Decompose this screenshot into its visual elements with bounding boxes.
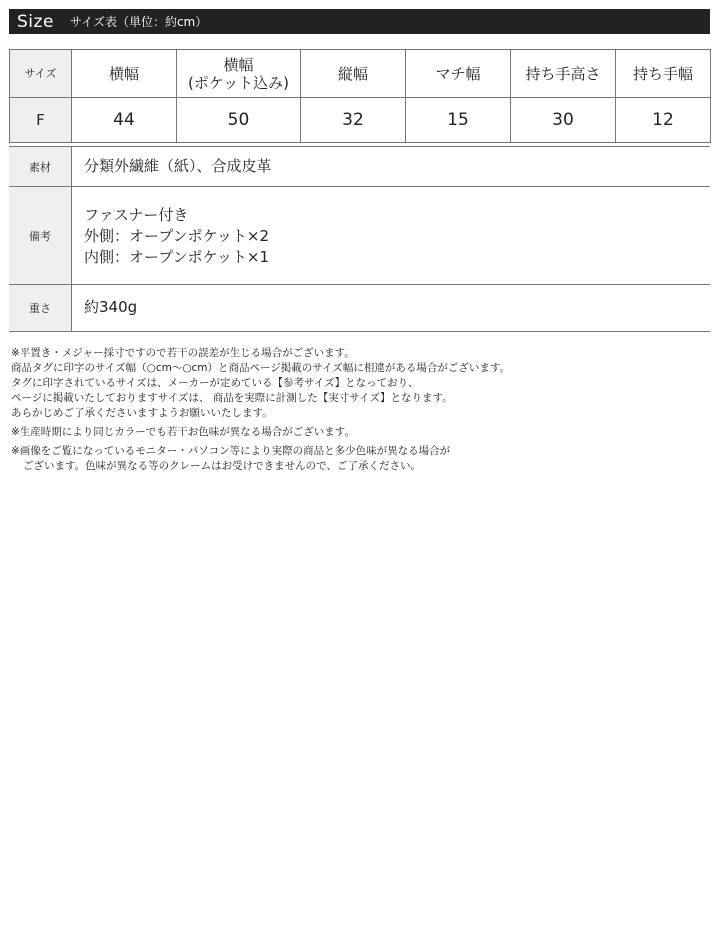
size-table-header-row	[10, 50, 711, 98]
weight-label: 重さ	[9, 285, 72, 331]
footnote-line: ※画像をご覧になっているモニター・パソコン等により実際の商品と多少色味が異なる場合が	[11, 445, 451, 457]
weight-row	[9, 284, 710, 332]
table-cell: 30	[511, 98, 616, 143]
column-header: マチ幅	[406, 50, 511, 98]
header-size-word: Size	[17, 11, 54, 32]
column-header	[177, 50, 301, 98]
footnote-line: ページに掲載いたしておりますサイズは、 商品を実際に計測した【実寸サイズ】となります。	[11, 392, 453, 404]
footnote-line: あらかじめご了承くださいますようお願いいたします。	[11, 407, 273, 419]
table-cell: 32	[301, 98, 406, 143]
notes-value	[84, 205, 269, 268]
column-header: 横幅	[72, 50, 177, 98]
notes-line: 外側：オープンポケット×2	[84, 227, 270, 245]
column-header-line: 横幅	[223, 55, 254, 74]
size-header-bar	[9, 9, 710, 34]
size-table	[9, 49, 711, 143]
notes-line: ファスナー付き	[84, 206, 189, 224]
material-value: 分類外繊維（紙）、合成皮革	[84, 157, 272, 175]
table-cell: 12	[616, 98, 711, 143]
material-row	[9, 146, 710, 186]
column-header: 縦幅	[301, 50, 406, 98]
footnote-line: ございます。色味が異なる等のクレームはお受けできませんので、ご了承ください。	[23, 460, 421, 472]
notes-row	[9, 186, 710, 284]
header-subtitle: サイズ表（単位：約cm）	[69, 15, 208, 29]
footnotes	[11, 346, 510, 474]
table-cell: 15	[406, 98, 511, 143]
weight-value: 約340g	[84, 298, 138, 316]
footnote-line: ※生産時期により同じカラーでも若干お色味が異なる場合がございます。	[11, 426, 355, 438]
size-label: F	[10, 98, 72, 143]
column-header: 持ち手幅	[616, 50, 711, 98]
footnote-line: ※平置き・メジャー採寸ですので若干の誤差が生じる場合がございます。	[11, 347, 355, 359]
material-label: 素材	[9, 147, 72, 186]
footnote-line: タグに印字されているサイズは、メーカーが定めている【参考サイズ】となっており、	[11, 377, 419, 389]
size-row-label-header: サイズ	[10, 50, 72, 98]
table-cell: 44	[72, 98, 177, 143]
column-header: 持ち手高さ	[511, 50, 616, 98]
notes-line: 内側：オープンポケット×1	[84, 248, 270, 266]
table-row	[10, 98, 711, 143]
column-header-line: (ポケット込み)	[188, 73, 289, 92]
notes-label: 備考	[9, 187, 72, 284]
table-cell: 50	[177, 98, 301, 143]
footnote-line: 商品タグに印字のサイズ幅（○cm〜○cm）と商品ページ掲載のサイズ幅に相違がある場合がございます。	[11, 362, 511, 374]
